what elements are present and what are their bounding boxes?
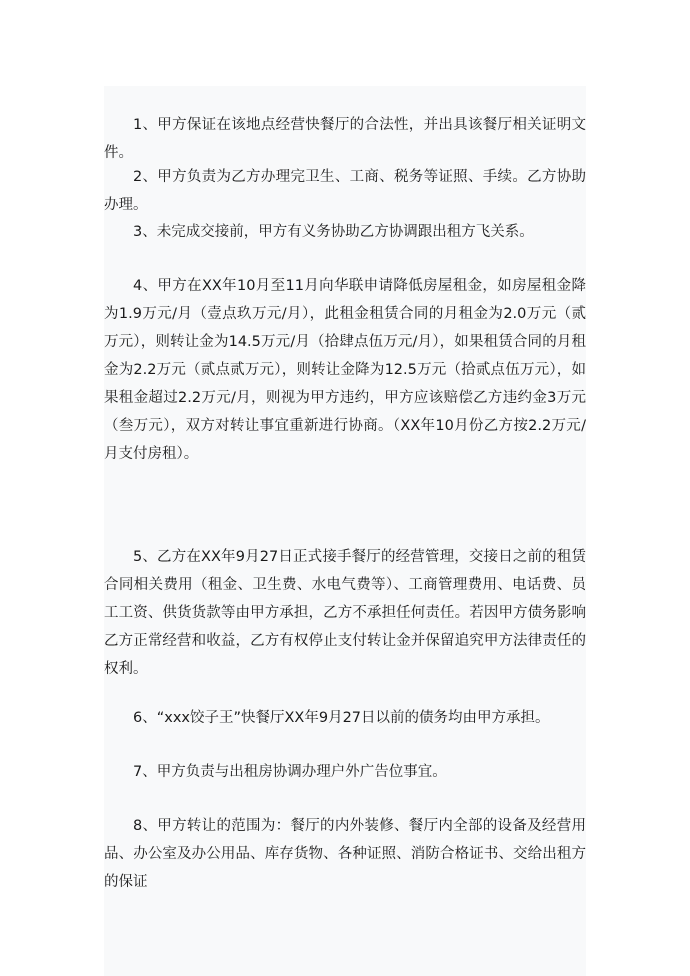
clause-8-text: 8、甲方转让的范围为：餐厅的内外装修、餐厅内全部的设备及经营用品、办公室及办公用品、库存货物、各种证照、消防合格证书、交给出租方的保证 xyxy=(104,817,586,890)
clause-7 xyxy=(104,758,586,786)
clause-2 xyxy=(104,163,586,219)
clause-5-text: 5、乙方在XX年9月27日正式接手餐厅的经营管理，交接日之前的租赁合同相关费用（租金、卫生费、水电气费等）、工商管理费用、电话费、员工工资、供货货款等由甲方承担，乙方不承担任何责任。若因甲方债务影响乙方正常经营和收益，乙方有权停止支付转让金并保留追究甲方法律责任的权利。 xyxy=(104,548,586,677)
clause-3 xyxy=(104,218,586,246)
clause-4-text: 4、甲方在XX年10月至11月向华联申请降低房屋租金，如房屋租金降为1.9万元/月（壹点玖万元/月），此租金租赁合同的月租金为2.0万元（贰万元），则转让金为14.5万元/月（拾肆点伍万元/月），如果租赁合同的月租金为2.2万元（贰点贰万元），则转让金降为12.5万元（拾贰点伍万元），如果租金超过2.2万元/月，则视为甲方违约，甲方应该赔偿乙方违约金3万元（叁万元），双方对转让事宜重新进行协商。（XX年10月份乙方按2.2万元/月支付房租）。 xyxy=(104,277,586,462)
clause-3-text: 3、未完成交接前，甲方有义务协助乙方协调跟出租方飞关系。 xyxy=(133,223,534,240)
clause-1-text: 1、甲方保证在该地点经营快餐厅的合法性，并出具该餐厅相关证明文件。 xyxy=(104,116,586,161)
clause-6 xyxy=(104,704,586,732)
clause-2-text: 2、甲方负责为乙方办理完卫生、工商、税务等证照、手续。乙方协助办理。 xyxy=(104,168,586,213)
clause-7-text: 7、甲方负责与出租房协调办理户外广告位事宜。 xyxy=(133,763,447,780)
clause-1 xyxy=(104,111,586,167)
clause-5 xyxy=(104,543,586,683)
clause-6-text: 6、“xxx饺子王”快餐厅XX年9月27日以前的债务均由甲方承担。 xyxy=(133,709,550,726)
clause-8 xyxy=(104,812,586,896)
clause-4 xyxy=(104,272,586,468)
